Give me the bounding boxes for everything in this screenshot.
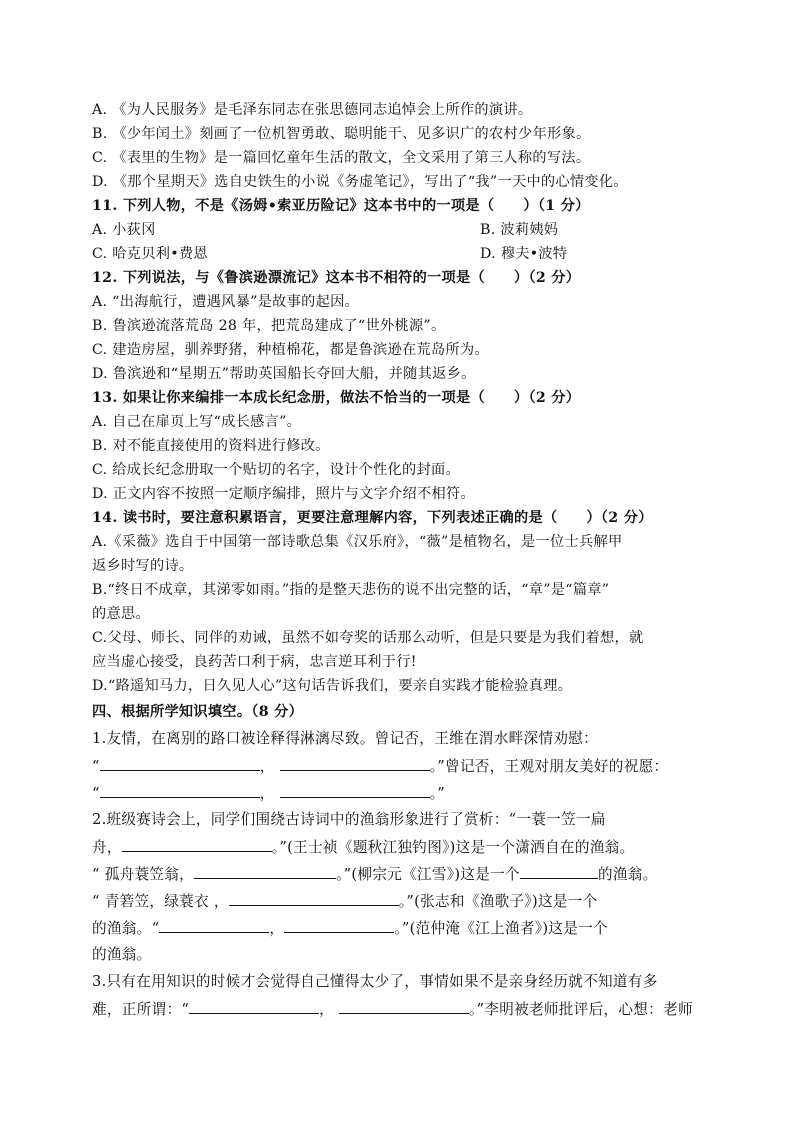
fill2-line2: 舟， 。”(王士祯《题秋江独钓图》)这是一个潇洒自在的渔翁。 xyxy=(92,839,635,856)
fill2-blank-4[interactable] xyxy=(229,891,399,906)
fill2-blank-1[interactable] xyxy=(122,837,272,852)
fill2-line4: “ 青箬笠，绿蓑衣 ， 。”(张志和《渔歌子》)这是一个 xyxy=(92,893,598,910)
q12-option-b: B. 鲁滨逊流落荒岛 28 年，把荒岛建成了“世外桃源”。 xyxy=(92,318,446,334)
fill1-line3: “ ， 。” xyxy=(92,785,445,802)
q13-option-d: D. 正文内容不按照一定顺序编排，照片与文字介绍不相符。 xyxy=(92,486,475,502)
q11-option-b: B. 波莉姨妈 xyxy=(480,222,559,238)
q11-option-c: C. 哈克贝利•费恩 xyxy=(92,246,208,262)
q14-stem: 14. 读书时，要注意积累语言，更要注意理解内容，下列表述正确的是（ ）（2 分） xyxy=(92,510,653,526)
q14-option-d: D.“路遥知马力，日久见人心”这句话告诉我们，要亲自实践才能检验真理。 xyxy=(92,678,573,694)
q14-option-a-line1: A.《采薇》选自于中国第一部诗歌总集《汉乐府》，“薇”是植物名，是一位士兵解甲 xyxy=(92,534,623,550)
q13-option-b: B. 对不能直接使用的资料进行修改。 xyxy=(92,438,330,454)
section-4-title: 四、根据所学知识填空。（8 分） xyxy=(92,704,304,720)
q11-option-d: D. 穆夫•波特 xyxy=(480,246,568,262)
fill2-line6: 的渔翁。 xyxy=(92,946,152,963)
fill3-blank-2[interactable] xyxy=(339,999,469,1014)
fill2-line5: 的渔翁。“ ， 。”(范仲淹《江上渔者》)这是一个 xyxy=(92,920,608,937)
fill2-blank-6[interactable] xyxy=(284,918,394,933)
fill2-blank-5[interactable] xyxy=(159,918,269,933)
fill3-blank-1[interactable] xyxy=(189,999,319,1014)
q12-stem: 12. 下列说法，与《鲁滨逊漂流记》这本书不相符的一项是（ ）（2 分） xyxy=(92,270,581,286)
q14-option-b-line2: 的意思。 xyxy=(92,606,150,622)
fill2-line3: “ 孤舟蓑笠翁， 。”(柳宗元《江雪》)这是一个 的渔翁。 xyxy=(92,866,658,883)
q14-option-a-line2: 返乡时写的诗。 xyxy=(92,558,194,574)
fill2-blank-3[interactable] xyxy=(520,864,598,879)
q11-options-row-1 xyxy=(92,220,559,240)
fill3-line1: 3.只有在用知识的时候才会觉得自己懂得太少了，事情如果不是亲身经历就不知道有多 xyxy=(92,973,658,990)
q11-option-a: A. 小荻冈 xyxy=(92,222,156,238)
q13-option-c: C. 给成长纪念册取一个贴切的名字，设计个性化的封面。 xyxy=(92,462,460,478)
q12-option-a: A. “出海航行，遭遇风暴”是故事的起因。 xyxy=(92,294,360,310)
q12-option-d: D. 鲁滨逊和“星期五”帮助英国船长夺回大船，并随其返乡。 xyxy=(92,366,476,382)
q14-option-c-line2: 应当虚心接受，良药苦口利于病，忠言逆耳利于行! xyxy=(92,654,417,670)
q12-option-c: C. 建造房屋，驯养野猪，种植棉花，都是鲁滨逊在荒岛所为。 xyxy=(92,342,489,358)
q10-option-c: C. 《表里的生物》是一篇回忆童年生活的散文，全文采用了第三人称的写法。 xyxy=(92,150,591,166)
fill1-blank-3[interactable] xyxy=(100,783,260,798)
fill1-line2: “ ， 。”曾记否，王观对朋友美好的祝愿： xyxy=(92,758,669,775)
q11-options-row-2 xyxy=(92,244,568,264)
fill3-line2: 难，正所谓：“ ， 。”李明被老师批评后，心想：老师 xyxy=(92,1001,693,1018)
fill1-line1: 1.友情，在离别的路口被诠释得淋漓尽致。曾记否，王维在渭水畔深情劝慰： xyxy=(92,730,599,747)
fill1-blank-1[interactable] xyxy=(100,756,260,771)
fill2-blank-2[interactable] xyxy=(194,864,336,879)
q11-stem: 11. 下列人物，不是《汤姆•索亚历险记》这本书中的一项是（ ）（1 分） xyxy=(92,198,590,214)
fill1-blank-2[interactable] xyxy=(280,756,430,771)
q14-option-b-line1: B.“终日不成章，其涕零如雨。”指的是整天悲伤的说不出完整的话，“章”是“篇章” xyxy=(92,582,610,598)
q10-option-d: D. 《那个星期天》选自史铁生的小说《务虚笔记》，写出了“我”一天中的心情变化。 xyxy=(92,174,628,190)
q13-option-a: A. 自己在扉页上写“成长感言”。 xyxy=(92,414,302,430)
fill2-line1: 2.班级赛诗会上，同学们围绕古诗词中的渔翁形象进行了赏析：“一蓑一笠一扁 xyxy=(92,811,606,828)
fill1-blank-4[interactable] xyxy=(280,783,430,798)
q10-option-b: B. 《少年闰土》刻画了一位机智勇敢、聪明能干、见多识广的农村少年形象。 xyxy=(92,126,591,142)
q14-option-c-line1: C.父母、师长、同伴的劝诫，虽然不如夸奖的话那么动听，但是只要是为我们着想，就 xyxy=(92,630,644,646)
q10-option-a: A. 《为人民服务》是毛泽东同志在张思德同志追悼会上所作的演讲。 xyxy=(92,102,533,118)
q13-stem: 13. 如果让你来编排一本成长纪念册，做法不恰当的一项是（ ）（2 分） xyxy=(92,390,581,406)
